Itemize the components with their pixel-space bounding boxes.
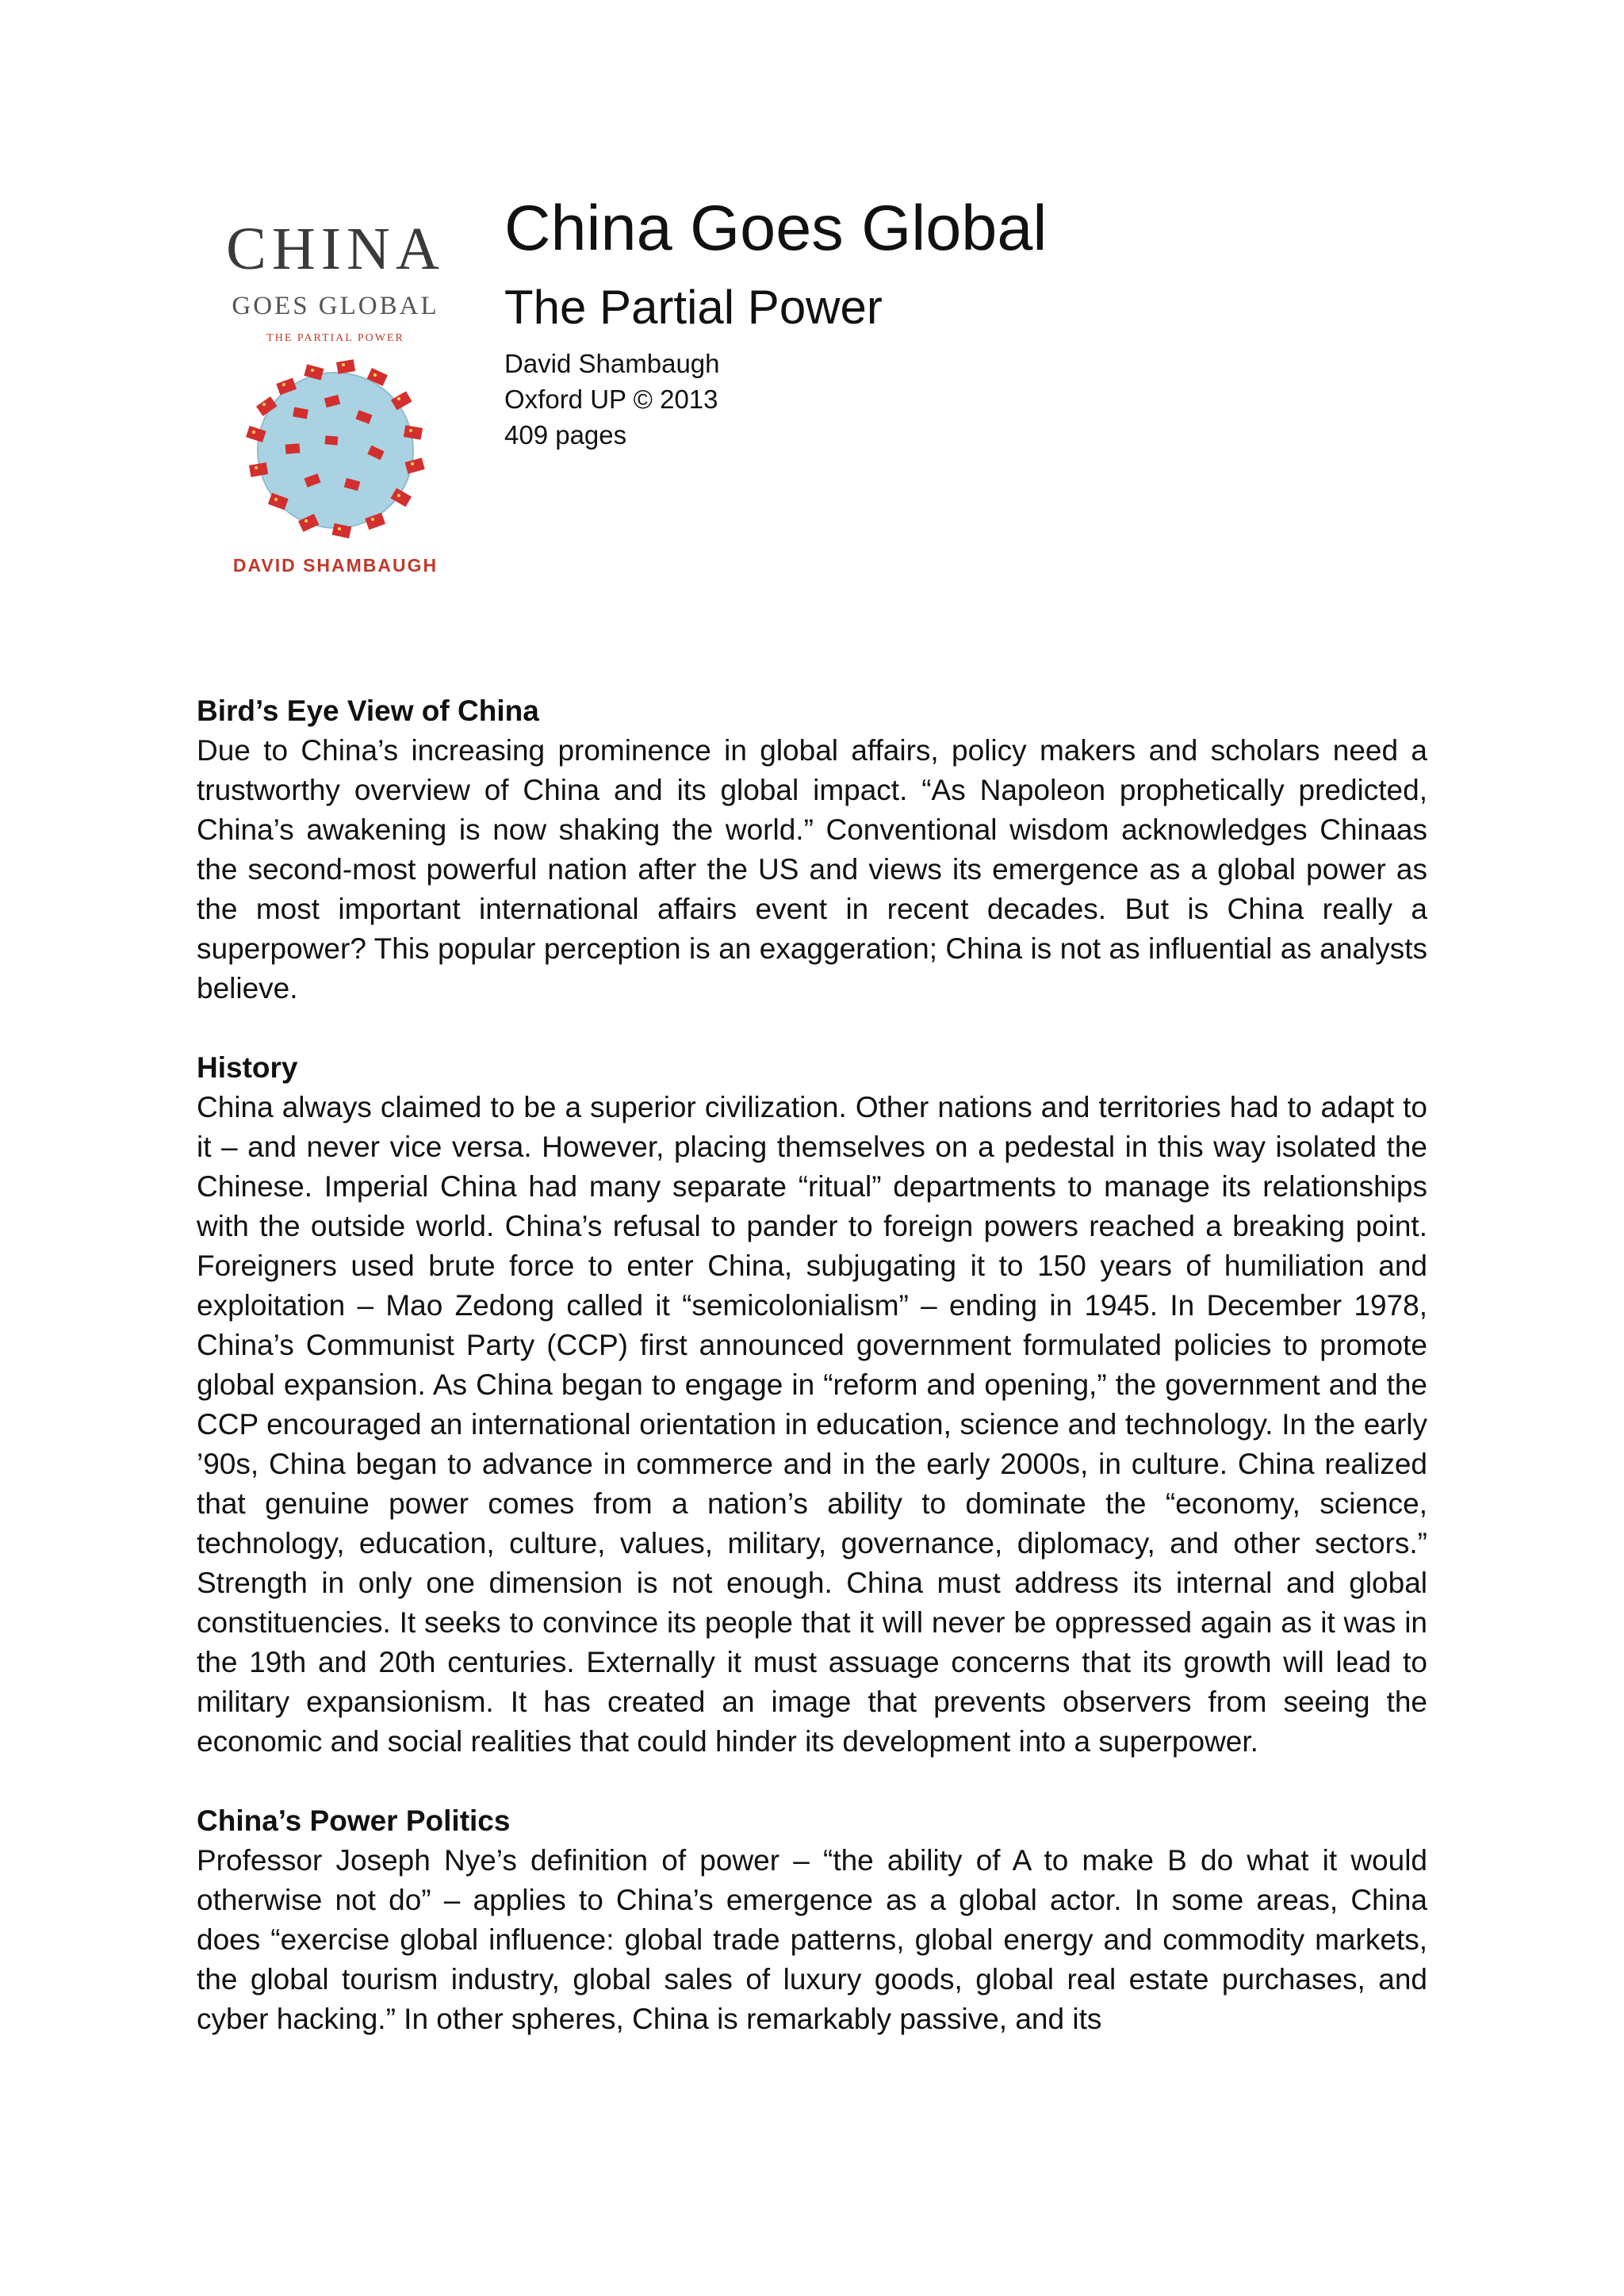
section-power-politics [197,1801,1427,2039]
section-birds-eye-view [197,691,1427,1008]
book-author: David Shambaugh [504,349,720,378]
section-body: China always claimed to be a superior civilization. Other nations and territories had to adapt to it – and never vice versa. However, placing themselves on a pedestal in this way isolated the Chinese. Imperial China had many separate “ritual” departments to manage its relationships with the outside world. China’s refusal to pander to foreign powers reached a breaking point. Foreigners used brute force to enter China, subjugating it to 150 years of humiliation and exploitation – Mao Zedong called it “semicolonialism” – ending in 1945. In December 1978, China’s Communist Party (CCP) first announced government formulated policies to promote global expansion. As China began to engage in “reform and opening,” the government and the CCP encouraged an international orientation in education, science and technology. In the early ’90s, China began to advance in commerce and in the early 2000s, in culture. China realized that genuine power comes from a nation’s ability to dominate the “economy, science, technology, education, culture, values, military, governance, diplomacy, and other sectors.” Strength in only one dimension is not enough. China must address its internal and global constituencies. It seeks to convince its people that it will never be oppressed again as it was in the 19th and 20th centuries. Externally it must assuage concerns that its growth will lead to military expansionism. It has created an image that prevents observers from seeing the economic and social realities that could hinder its development into a superpower. [197,1091,1427,1758]
book-title: China Goes Global [504,193,1048,264]
cover-title: CHINA [226,216,445,282]
cover-subtitle: GOES GLOBAL [232,292,439,320]
book-cover-image [198,208,473,590]
section-body: Due to China’s increasing prominence in global affairs, policy makers and scholars need a trustworthy overview of China and its global impact. “As Napoleon prophetically predicted, China’s awakening is now shaking the world.” Conventional wisdom acknowledges Chinaas the second-most powerful nation after the US and views its emergence as a global power as the most important international affairs event in recent decades. But is China really a superpower? This popular perception is an exaggeration; China is not as influential as analysts believe. [197,734,1427,1004]
book-publisher: Oxford UP © 2013 [504,385,718,414]
globe-with-flags-illustration [230,349,441,547]
section-body: Professor Joseph Nye’s definition of power – “the ability of A to make B do what it would otherwise not do” – applies to China’s emergence as a global actor. In some areas, China does “exercise global influence: global trade patterns, global energy and commodity markets, the global tourism industry, global sales of luxury goods, global real estate purchases, and cyber hacking.” In other spheres, China is remarkably passive, and its [197,1844,1427,2035]
section-heading: History [197,1051,298,1084]
section-history [197,1048,1427,1762]
cover-tagline: THE PARTIAL POWER [266,332,404,344]
cover-author: DAVID SHAMBAUGH [232,555,439,576]
section-heading: Bird’s Eye View of China [197,695,539,727]
section-heading: China’s Power Politics [197,1804,511,1837]
summary-content [197,691,1427,2079]
book-subtitle: The Partial Power [504,281,883,334]
book-page-count: 409 pages [504,420,627,450]
